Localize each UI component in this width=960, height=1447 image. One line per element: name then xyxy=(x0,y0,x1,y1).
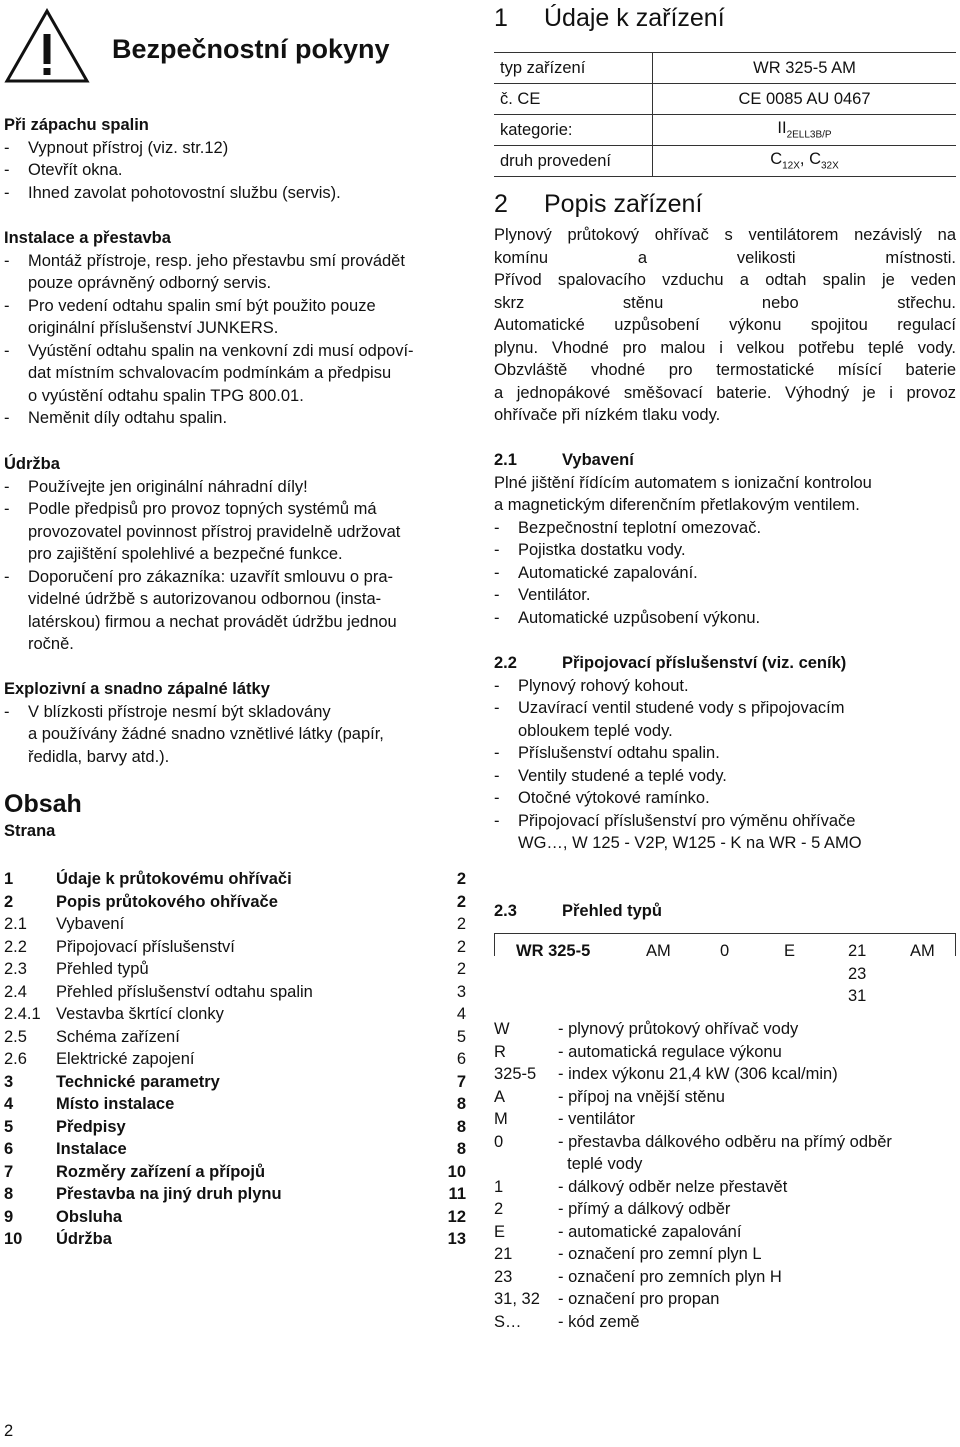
toc-row: 10 Údržba 13 xyxy=(4,1230,466,1248)
list-item: - Otočné výtokové ramínko. xyxy=(494,789,710,807)
toc-row: 2.2 Připojovací příslušenství 2 xyxy=(4,937,466,956)
table-row: druh provedení $C_{12X}$, $C_{32X}$ xyxy=(494,146,956,177)
table-of-contents xyxy=(4,868,466,1251)
legend-row: 21 - označení pro zemní plyn L xyxy=(494,1245,762,1263)
section-heading: Při zápachu spalin xyxy=(4,116,149,134)
legend-row: 325-5 - index výkonu 21,4 kW (306 kcal/min) xyxy=(494,1065,838,1083)
type-legend xyxy=(494,1018,956,1333)
toc-row: 6 Instalace 8 xyxy=(4,1140,466,1158)
list-item: - Montáž přístroje, resp. jeho přestavbu smí provádět pouze oprávněný odborný servis. xyxy=(4,251,405,292)
legend-row: A - přípoj na vnější stěnu xyxy=(494,1087,725,1106)
legend-row: E - automatické zapalování xyxy=(494,1222,742,1241)
list-item: - Ventilátor. xyxy=(494,586,591,604)
toc-row: 7 Rozměry zařízení a přípojů 10 xyxy=(4,1162,466,1181)
list-item: - Pro vedení odtahu spalin smí být použito pouze originální příslušenství JUNKERS. xyxy=(4,296,376,337)
legend-row: 23 - označení pro zemních plyn H xyxy=(494,1267,782,1286)
toc-row: 5 Předpisy 8 xyxy=(4,1117,466,1136)
list-item: - Vyústění odtahu spalin na venkovní zdi musí odpoví- dat místním schvalovacím podmínkám a předpisu o vyústění odtahu spalin TPG 800.01. xyxy=(4,341,414,405)
page-number: 2 xyxy=(4,1422,14,1440)
table-row: typ zařízení WR 325-5 AM xyxy=(494,53,956,84)
list-item: - Podle předpisů pro provoz topných systémů má provozovatel povinnost přístroj pravidelně udržovat pro zajištění spolehlivé a bezpečné funkce. xyxy=(4,500,401,563)
table-row: č. CE CE 0085 AU 0467 xyxy=(494,84,956,115)
list-item: - Připojovací příslušenství pro výměnu ohřívače WG…, W 125 - V2P, W125 - K na WR - 5 AMO xyxy=(494,811,862,852)
toc-row: 2.4.1 Vestavba škrtící clonky 4 xyxy=(4,1005,466,1023)
section-type-overview: 2.3 Přehled typů xyxy=(494,902,662,920)
list-item: - Ihned zavolat pohotovostní službu (servis). xyxy=(4,183,341,202)
section-accessories: 2.2 Připojovací příslušenství (viz. ceník) - Plynový rohový kohout. - Uzavírací ventil studené vody s připojovacím obloukem teplé vody. - Příslušenství odtahu spalin. - Ventily studené a teplé vody. - Otočné výtokové ramínko. - Připojovací příslušenství pro výměnu ohřívače WG…, W 125 - V2P, W125 - K na WR - 5 AMO xyxy=(494,652,956,855)
section-heading: Explozivní a snadno zápalné látky xyxy=(4,680,270,698)
list-item: - Bezpečnostní teplotní omezovač. xyxy=(494,518,762,537)
list-item: - Plynový rohový kohout. xyxy=(494,676,689,695)
list-item: - Otevřít okna. xyxy=(4,161,123,179)
list-item: - Automatické uzpůsobení výkonu. xyxy=(494,608,761,627)
list-item: - Uzavírací ventil studené vody s připojovacím obloukem teplé vody. xyxy=(494,699,845,740)
toc-row: 3 Technické parametry 7 xyxy=(4,1072,466,1091)
section-heading: Údržba xyxy=(4,455,60,473)
list-item: - Automatické zapalování. xyxy=(494,563,698,582)
section-installation xyxy=(4,227,466,430)
list-item: - Vypnout přístroj (viz. str.12) xyxy=(4,138,229,157)
table-row: kategorie: $II_{2ELL3B/P}$ xyxy=(494,115,956,146)
toc-row: 2.6 Elektrické zapojení 6 xyxy=(4,1050,466,1068)
contents-heading: Obsah xyxy=(4,790,82,818)
page-label: Strana xyxy=(4,822,56,840)
section-heading: Instalace a přestavba xyxy=(4,229,171,247)
warning-triangle-icon xyxy=(4,8,90,84)
legend-row: R - automatická regulace výkonu xyxy=(494,1042,782,1061)
list-item: - Neměnit díly odtahu spalin. xyxy=(4,409,228,427)
list-item: - Ventily studené a teplé vody. xyxy=(494,766,727,785)
spec-table xyxy=(494,52,956,177)
type-code-box: WR 325-5 AM 0 E 21 23 31 AM xyxy=(494,933,956,1012)
legend-row: M - ventilátor xyxy=(494,1110,636,1128)
toc-row: 2.5 Schéma zařízení 5 xyxy=(4,1027,466,1046)
section-heading-2: 2 Popis zařízení xyxy=(494,190,703,218)
section-equipment: 2.1 Vybavení Plné jištění řídícím automatem s ionizační kontrolou a magnetickým diferenčním přetlakovým ventilem. - Bezpečnostní teplotní omezovač. - Pojistka dostatku vody. - Automatické zapalování. - Ventilátor. - Automatické uzpůsobení výkonu. xyxy=(494,449,956,629)
legend-row: 2 - přímý a dálkový odběr xyxy=(494,1200,731,1218)
legend-row: W - plynový průtokový ohřívač vody xyxy=(494,1020,799,1038)
section-heading-1: 1 Údaje k zařízení xyxy=(494,4,725,32)
toc-row: 2.1 Vybavení 2 xyxy=(4,915,466,933)
legend-row: teplé vody xyxy=(558,1155,643,1173)
toc-row: 9 Obsluha 12 xyxy=(4,1207,466,1226)
legend-row: 31, 32 - označení pro propan xyxy=(494,1290,720,1308)
legend-row: S… - kód země xyxy=(494,1312,640,1331)
toc-row: 2.3 Přehled typů 2 xyxy=(4,960,466,978)
section-explosive xyxy=(4,678,466,768)
toc-row: 2.4 Přehled příslušenství odtahu spalin 3 xyxy=(4,982,466,1001)
page-title: Bezpečnostní pokyny xyxy=(112,34,390,64)
toc-row: 2 Popis průtokového ohřívače 2 xyxy=(4,892,466,911)
list-item: - Doporučení pro zákazníka: uzavřít smlouvu o pra- videlné údržbě s autorizovanou odbornou (insta- latérskou) firmou a nechat provádět údržbu jednou ročně. xyxy=(4,567,397,653)
list-item: - Příslušenství odtahu spalin. xyxy=(494,744,720,762)
legend-row: 1 - dálkový odběr nelze přestavět xyxy=(494,1177,788,1196)
list-item: - Používejte jen originální náhradní díly! xyxy=(4,477,308,496)
list-item: - Pojistka dostatku vody. xyxy=(494,541,686,559)
description-paragraph: Plynový průtokový ohřívač s ventilátorem nezávislý na komínu a velikosti místnosti. Přívod spalovacího vzduchu a odtah spalin je veden skrz stěnu nebo střechu. Automatické uzpůsobení výkonu spojitou regulací plynu. Vhodné pro malou i velkou potřebu teplé vody. Obzvláště vhodné pro termostatické mísící baterie a jednopákové směšovací baterie. Výhodný je i provoz ohřívače při nízkém tlaku vody. xyxy=(494,226,956,424)
section-gas-smell xyxy=(4,114,466,204)
section-maintenance xyxy=(4,453,466,656)
list-item: - V blízkosti přístroje nesmí být skladovány a používány žádné snadno vznětlivé látky (papír, ředidla, barvy atd.). xyxy=(4,702,384,766)
toc-row: 1 Údaje k průtokovému ohřívači 2 xyxy=(4,870,466,888)
legend-row: 0 - přestavba dálkového odběru na přímý odběr xyxy=(494,1132,892,1151)
toc-row: 8 Přestavba na jiný druh plynu 11 xyxy=(4,1185,466,1203)
toc-row: 4 Místo instalace 8 xyxy=(4,1095,466,1113)
